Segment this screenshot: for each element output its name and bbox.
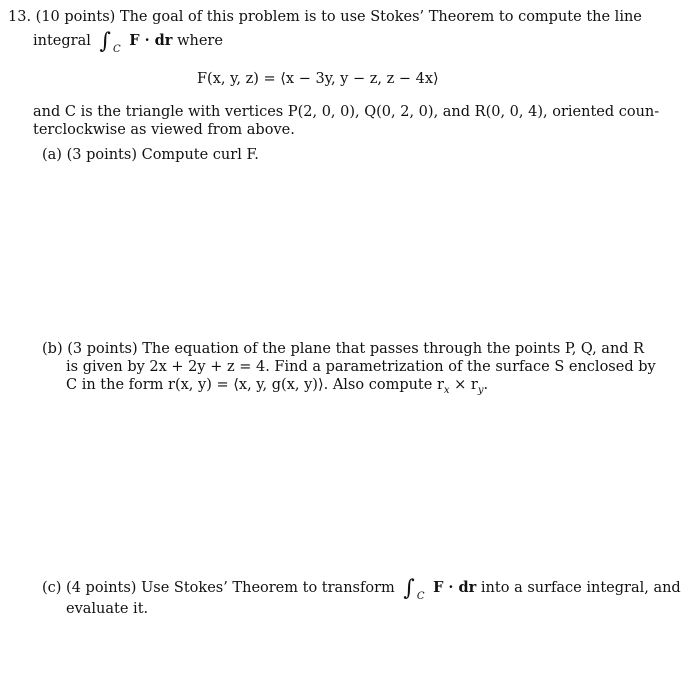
subscript-x: x [443, 385, 450, 396]
part-a-label: (a) [42, 147, 62, 163]
contour-subscript-c: C [416, 591, 425, 602]
curve-description-line2: terclockwise as viewed from above. [33, 122, 295, 138]
part-c-text-b: into a surface integral, and [480, 580, 681, 596]
problem-intro-line2 [33, 29, 223, 55]
problem-intro-line1: The goal of this problem is to use Stokes’ Theorem to compute the line [119, 9, 642, 25]
part-c-line1 [42, 576, 681, 602]
integrand-c: F · dr [433, 579, 477, 596]
problem-number: 13. [8, 9, 32, 25]
integrand: F · dr [129, 32, 173, 49]
intro-word-where: where [177, 33, 223, 49]
intro-word-integral: integral [33, 33, 91, 49]
period: . [483, 377, 489, 393]
curve-description-line1: and C is the triangle with vertices P(2, 0, 0), Q(0, 2, 0), and R(0, 0, 4), oriented coun- [33, 104, 660, 120]
part-b-label: (b) [42, 341, 63, 357]
part-a-points: (3 points) [66, 147, 137, 163]
part-c-text-a: Use Stokes’ Theorem to transform [141, 580, 395, 596]
part-b-line2: is given by 2x + 2y + z = 4. Find a parametrization of the surface S enclosed by [66, 359, 656, 375]
part-c-points: (4 points) [66, 580, 137, 596]
part-b-line3 [66, 376, 488, 396]
problem-header [8, 8, 642, 26]
part-b-points: (3 points) [67, 341, 138, 357]
part-b-text-line3: C in the form r(x, y) = ⟨x, y, g(x, y)⟩. Also compute r [66, 377, 444, 393]
problem-points: (10 points) [35, 9, 116, 25]
cross-product: × r [449, 377, 478, 393]
part-b-line1 [42, 340, 644, 358]
contour-subscript: C [112, 44, 121, 55]
subscript-y: y [477, 385, 484, 396]
part-c-label: (c) [42, 580, 62, 596]
part-c-line2: evaluate it. [66, 601, 149, 617]
part-a [42, 146, 259, 164]
line-integral-sign-c: ∫ [403, 576, 415, 601]
field-equation: F(x, y, z) = ⟨x − 3y, y − z, z − 4x⟩ [197, 71, 439, 87]
part-a-text: Compute curl F. [141, 147, 259, 163]
part-b-text-line1: The equation of the plane that passes through the points P, Q, and R [142, 341, 645, 357]
line-integral-sign: ∫ [99, 29, 111, 54]
